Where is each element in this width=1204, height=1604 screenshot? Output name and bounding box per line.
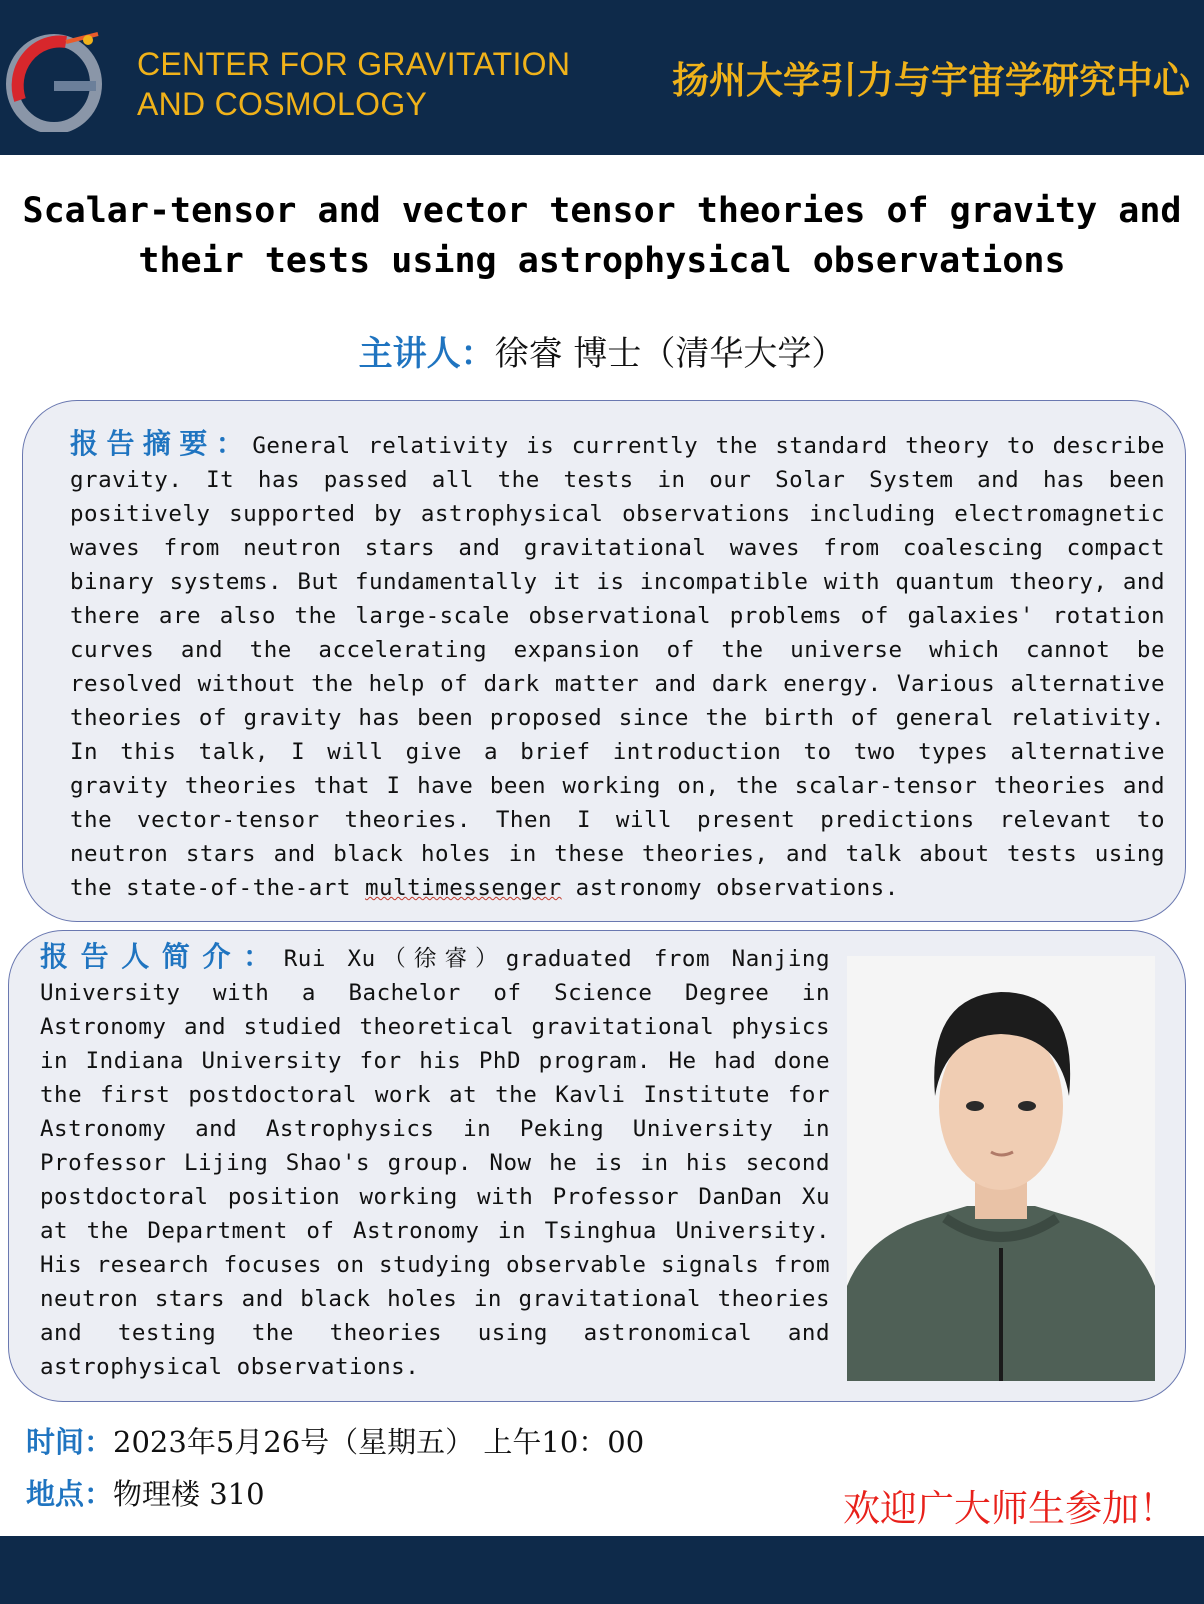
speaker-line xyxy=(0,326,1204,375)
time-label: 时间： xyxy=(26,1425,114,1459)
abstract-underlined-word: multimessenger xyxy=(364,875,562,901)
bio-body: Rui Xu（徐睿）graduated from Nanjing University with a Bachelor of Science Degree in Astronomy and studied theoretical gravitational physics in Indiana University for his PhD program. He had done the first postdoctoral work at the Kavli Institute for Astronomy and Astrophysics in Peking University in Professor Lijing Shao's group. Now he is in his second postdoctoral position working with Professor DanDan Xu at the Department of Astronomy in Tsinghua University. His research focuses on studying observable signals from neutron stars and black holes in gravitational theories and testing the theories using astronomical and astrophysical observations. xyxy=(40,946,830,1380)
welcome-text: 欢迎广大师生参加！ xyxy=(843,1487,1176,1530)
header-banner xyxy=(0,0,1204,155)
speaker-photo xyxy=(847,956,1155,1381)
center-name-cn: 扬州大学引力与宇宙学研究中心 xyxy=(672,58,1190,102)
abstract-body-end: astronomy observations. xyxy=(561,875,899,901)
abstract-text xyxy=(70,427,1165,905)
abstract-label: 报告摘要： xyxy=(70,427,253,460)
time-value: 2023年5月26号（星期五） 上午10：00 xyxy=(113,1425,645,1459)
footer-banner xyxy=(0,1536,1204,1604)
bio-label: 报告人简介： xyxy=(40,940,284,973)
center-name: CENTER FOR GRAVITATION AND COSMOLOGY xyxy=(137,46,571,122)
speaker-name: 徐睿 博士（清华大学） xyxy=(494,334,846,374)
bio-text xyxy=(40,940,830,1384)
speaker-label: 主讲人： xyxy=(358,334,495,374)
orbit-logo-icon xyxy=(6,28,108,132)
place-label: 地点： xyxy=(26,1477,114,1511)
place-line xyxy=(26,1472,265,1513)
time-line xyxy=(26,1420,644,1461)
abstract-body: General relativity is currently the standard theory to describe gravity. It has passed all the tests in our Solar System and has been positively supported by astrophysical observations including electromagnetic waves from neutron stars and gravitational waves from coalescing compact binary systems. But fundamentally it is incompatible with quantum theory, and there are also the large-scale observational problems of galaxies' rotation curves and the accelerating expansion of the universe which cannot be resolved without the help of dark matter and dark energy. Various alternative theories of gravity has been proposed since the birth of general relativity. In this talk, I will give a brief introduction to two types alternative gravity theories that I have been working on, the scalar-tensor theories and the vector-tensor theories. Then I will present predictions relevant to neutron stars and black holes in these theories, and talk about tests using the state-of-the-art xyxy=(70,433,1165,901)
place-value: 物理楼 310 xyxy=(113,1477,265,1511)
talk-title: Scalar-tensor and vector tensor theories of gravity and their tests using astrophysical observations xyxy=(22,191,1182,281)
